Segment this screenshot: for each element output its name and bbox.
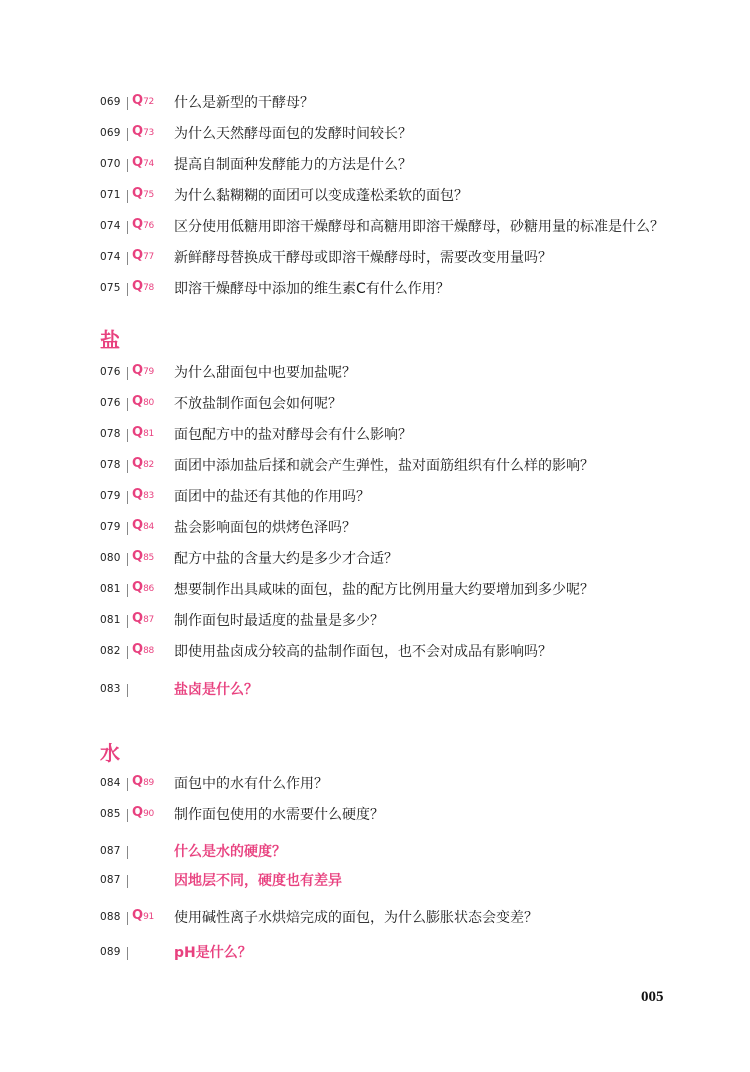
question-text: 为什么甜面包中也要加盐呢？ xyxy=(174,365,356,381)
question-letter: Q xyxy=(132,456,144,471)
toc-entry[interactable] xyxy=(0,455,700,479)
question-index: 74 xyxy=(143,159,154,169)
question-text: 制作面包时最适度的盐量是多少？ xyxy=(174,613,384,629)
divider xyxy=(127,875,128,888)
question-number xyxy=(132,580,154,595)
question-letter: Q xyxy=(132,363,144,378)
question-letter: Q xyxy=(132,155,144,170)
question-text: 为什么黏糊糊的面团可以变成蓬松柔软的面包？ xyxy=(174,188,468,204)
question-letter: Q xyxy=(132,805,144,820)
question-letter: Q xyxy=(132,549,144,564)
question-index: 91 xyxy=(143,912,154,922)
toc-entry[interactable] xyxy=(0,870,700,894)
entry-page-number: 081 xyxy=(100,583,121,595)
question-letter: Q xyxy=(132,186,144,201)
toc-entry[interactable] xyxy=(0,610,700,634)
question-text: 为什么天然酵母面包的发酵时间较长？ xyxy=(174,126,412,142)
divider xyxy=(127,97,128,110)
divider xyxy=(127,283,128,296)
toc-entry[interactable] xyxy=(0,548,700,572)
question-number xyxy=(132,518,154,533)
question-number xyxy=(132,124,154,139)
entry-page-number: 085 xyxy=(100,808,121,820)
question-letter: Q xyxy=(132,248,144,263)
toc-entry[interactable] xyxy=(0,216,700,240)
divider xyxy=(127,684,128,697)
entry-page-number: 078 xyxy=(100,428,121,440)
entry-page-number: 079 xyxy=(100,490,121,502)
toc-entry[interactable] xyxy=(0,123,700,147)
question-letter: Q xyxy=(132,908,144,923)
question-number xyxy=(132,611,154,626)
divider xyxy=(127,522,128,535)
entry-page-number: 071 xyxy=(100,189,121,201)
entry-page-number: 074 xyxy=(100,251,121,263)
question-number xyxy=(132,363,154,378)
toc-entry[interactable] xyxy=(0,185,700,209)
question-text: 即溶干燥酵母中添加的维生素C有什么作用？ xyxy=(174,281,450,297)
question-letter: Q xyxy=(132,217,144,232)
divider xyxy=(127,846,128,859)
divider xyxy=(127,190,128,203)
divider xyxy=(127,128,128,141)
entry-page-number: 075 xyxy=(100,282,121,294)
toc-entry[interactable] xyxy=(0,393,700,417)
question-index: 87 xyxy=(143,615,154,625)
question-number xyxy=(132,186,154,201)
question-index: 79 xyxy=(143,367,154,377)
question-number xyxy=(132,93,154,108)
divider xyxy=(127,646,128,659)
question-letter: Q xyxy=(132,642,144,657)
question-index: 75 xyxy=(143,190,154,200)
divider xyxy=(127,460,128,473)
question-text: 面包配方中的盐对酵母会有什么影响？ xyxy=(174,427,412,443)
divider xyxy=(127,584,128,597)
toc-entry[interactable] xyxy=(0,486,700,510)
question-text: 不放盐制作面包会如何呢？ xyxy=(174,396,342,412)
question-index: 89 xyxy=(143,778,154,788)
entry-page-number: 078 xyxy=(100,459,121,471)
question-text: 面团中的盐还有其他的作用吗？ xyxy=(174,489,370,505)
toc-entry[interactable] xyxy=(0,773,700,797)
divider xyxy=(127,553,128,566)
question-text: 使用碱性离子水烘焙完成的面包，为什么膨胀状态会变差？ xyxy=(174,910,538,926)
question-index: 78 xyxy=(143,283,154,293)
divider xyxy=(127,912,128,925)
question-index: 72 xyxy=(143,97,154,107)
question-index: 82 xyxy=(143,460,154,470)
question-number xyxy=(132,394,154,409)
question-index: 76 xyxy=(143,221,154,231)
question-index: 85 xyxy=(143,553,154,563)
toc-entry[interactable] xyxy=(0,679,700,703)
section-title: 水 xyxy=(100,741,120,765)
question-index: 73 xyxy=(143,128,154,138)
entry-page-number: 069 xyxy=(100,96,121,108)
divider xyxy=(127,491,128,504)
question-text: 制作面包使用的水需要什么硬度？ xyxy=(174,807,384,823)
toc-entry[interactable] xyxy=(0,907,700,931)
divider xyxy=(127,778,128,791)
question-number xyxy=(132,487,154,502)
entry-page-number: 084 xyxy=(100,777,121,789)
question-text: 配方中盐的含量大约是多少才合适？ xyxy=(174,551,398,567)
topic-text: 盐卤是什么？ xyxy=(174,682,258,698)
question-text: 盐会影响面包的烘烤色泽吗？ xyxy=(174,520,356,536)
question-number xyxy=(132,279,154,294)
toc-entry[interactable] xyxy=(0,641,700,665)
question-text: 提高自制面种发酵能力的方法是什么？ xyxy=(174,157,412,173)
entry-page-number: 087 xyxy=(100,845,121,857)
question-text: 区分使用低糖用即溶干燥酵母和高糖用即溶干燥酵母，砂糖用量的标准是什么？ xyxy=(174,219,664,235)
question-number xyxy=(132,155,154,170)
question-letter: Q xyxy=(132,279,144,294)
toc-entry[interactable] xyxy=(0,247,700,271)
question-index: 81 xyxy=(143,429,154,439)
divider xyxy=(127,367,128,380)
question-number xyxy=(132,456,154,471)
question-text: 新鲜酵母替换成干酵母或即溶干燥酵母时，需要改变用量吗？ xyxy=(174,250,552,266)
question-number xyxy=(132,425,154,440)
question-letter: Q xyxy=(132,394,144,409)
page-number: 005 xyxy=(641,989,664,1005)
toc-entry[interactable] xyxy=(0,362,700,386)
question-letter: Q xyxy=(132,774,144,789)
question-letter: Q xyxy=(132,580,144,595)
toc-entry[interactable] xyxy=(0,424,700,448)
toc-entry[interactable] xyxy=(0,841,700,865)
toc-entry[interactable] xyxy=(0,92,700,116)
question-index: 86 xyxy=(143,584,154,594)
question-number xyxy=(132,908,154,923)
question-index: 77 xyxy=(143,252,154,262)
question-letter: Q xyxy=(132,611,144,626)
divider xyxy=(127,429,128,442)
question-letter: Q xyxy=(132,487,144,502)
question-number xyxy=(132,549,154,564)
question-index: 84 xyxy=(143,522,154,532)
question-letter: Q xyxy=(132,518,144,533)
toc-entry[interactable] xyxy=(0,517,700,541)
entry-page-number: 081 xyxy=(100,614,121,626)
question-number xyxy=(132,642,154,657)
entry-page-number: 082 xyxy=(100,645,121,657)
toc-entry[interactable] xyxy=(0,154,700,178)
entry-page-number: 076 xyxy=(100,397,121,409)
entry-page-number: 076 xyxy=(100,366,121,378)
question-text: 面包中的水有什么作用？ xyxy=(174,776,328,792)
entry-page-number: 069 xyxy=(100,127,121,139)
question-letter: Q xyxy=(132,124,144,139)
question-text: 什么是新型的干酵母？ xyxy=(174,95,314,111)
topic-text: pH是什么？ xyxy=(174,945,252,961)
question-index: 80 xyxy=(143,398,154,408)
question-letter: Q xyxy=(132,93,144,108)
question-text: 面团中添加盐后揉和就会产生弹性，盐对面筋组织有什么样的影响？ xyxy=(174,458,594,474)
topic-text: 因地层不同，硬度也有差异 xyxy=(174,873,342,889)
question-number xyxy=(132,217,154,232)
entry-page-number: 089 xyxy=(100,946,121,958)
section-title: 盐 xyxy=(100,328,120,352)
entry-page-number: 070 xyxy=(100,158,121,170)
divider xyxy=(127,398,128,411)
question-letter: Q xyxy=(132,425,144,440)
toc-entry[interactable] xyxy=(0,278,700,302)
toc-entry[interactable] xyxy=(0,942,700,966)
question-text: 即使用盐卤成分较高的盐制作面包，也不会对成品有影响吗？ xyxy=(174,644,552,660)
topic-text: 什么是水的硬度？ xyxy=(174,844,286,860)
divider xyxy=(127,221,128,234)
divider xyxy=(127,809,128,822)
toc-entry[interactable] xyxy=(0,579,700,603)
question-number xyxy=(132,248,154,263)
entry-page-number: 074 xyxy=(100,220,121,232)
divider xyxy=(127,252,128,265)
question-number xyxy=(132,805,154,820)
entry-page-number: 079 xyxy=(100,521,121,533)
entry-page-number: 087 xyxy=(100,874,121,886)
question-index: 83 xyxy=(143,491,154,501)
entry-page-number: 080 xyxy=(100,552,121,564)
divider xyxy=(127,159,128,172)
toc-entry[interactable] xyxy=(0,804,700,828)
question-index: 88 xyxy=(143,646,154,656)
entry-page-number: 083 xyxy=(100,683,121,695)
question-index: 90 xyxy=(143,809,154,819)
divider xyxy=(127,947,128,960)
divider xyxy=(127,615,128,628)
question-text: 想要制作出具咸味的面包，盐的配方比例用量大约要增加到多少呢？ xyxy=(174,582,594,598)
question-number xyxy=(132,774,154,789)
entry-page-number: 088 xyxy=(100,911,121,923)
